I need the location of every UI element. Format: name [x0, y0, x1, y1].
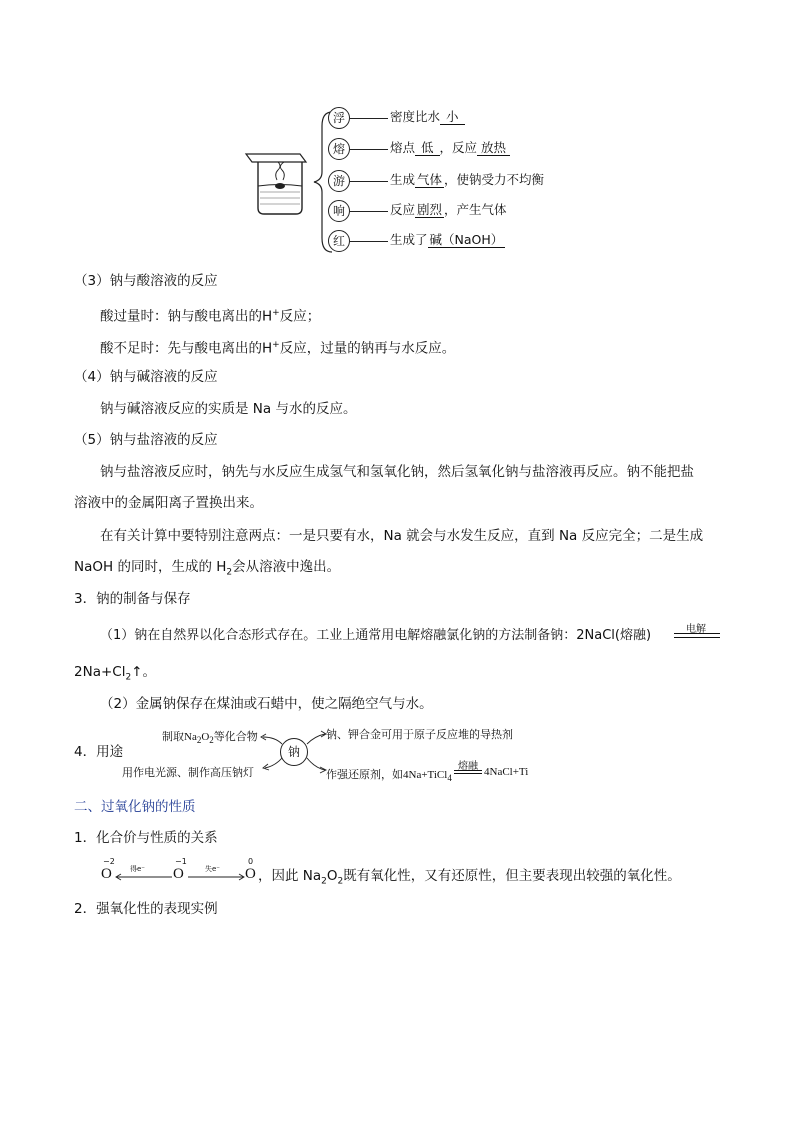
paragraph-salt-2b: [74, 558, 340, 582]
arrow-label-lose: 失e⁻: [205, 865, 221, 873]
subscript: 2: [226, 567, 233, 578]
text: ↑。: [131, 664, 156, 680]
section-heading-base: （4）钠与碱溶液的反应: [74, 369, 218, 385]
feature-text: ，使钠受力不均衡: [444, 172, 545, 187]
connector-line: [350, 211, 388, 212]
section-heading-peroxide: 二、过氧化钠的性质: [74, 799, 196, 815]
subscript: 2: [209, 735, 214, 746]
subscript: 4: [447, 773, 452, 784]
superscript: +: [272, 340, 280, 350]
section-heading-salt: （5）钠与盐溶液的反应: [74, 432, 218, 448]
paragraph-preparation-2: （2）金属钠保存在煤油或石蜡中，使之隔绝空气与水。: [100, 696, 433, 712]
superscript: +: [272, 308, 280, 318]
feature-red: [390, 232, 505, 248]
feature-text: 生成了: [390, 232, 428, 247]
connector-line: [350, 149, 388, 150]
text: 酸过量时：钠与酸电离出的H: [100, 308, 273, 325]
feature-swim: [390, 172, 544, 188]
feature-melt: [390, 140, 510, 156]
heading-uses: 4．用途: [74, 744, 124, 760]
brace-connector: [310, 108, 390, 256]
connector-line: [350, 241, 388, 242]
use-lamps: 用作电光源、制作高压钠灯: [122, 767, 254, 779]
arrow-label-gain: 得e⁻: [130, 865, 146, 873]
text: 2Na+Cl: [74, 664, 126, 680]
subscript: 2: [321, 876, 327, 887]
text: NaOH 的同时，生成的 H: [74, 559, 227, 575]
beaker-illustration: [240, 140, 320, 220]
text: ，因此 Na: [258, 868, 322, 884]
uses-arrows: [255, 728, 335, 778]
feature-float: [390, 109, 465, 125]
subscript: 2: [196, 735, 202, 746]
feature-icon-melt: 熔: [328, 138, 350, 160]
paragraph-salt-2a: 在有关计算中要特别注意两点：一是只要有水，Na 就会与水发生反应，直到 Na 反应完全；二是生成: [100, 528, 704, 544]
text: O: [201, 731, 210, 743]
feature-text: 反应: [390, 202, 416, 217]
section-heading-acid: （3）钠与酸溶液的反应: [74, 273, 218, 289]
feature-blank: 放热: [477, 140, 510, 156]
use-reactor-coolant: 钠、钾合金可用于原子反应堆的导热剂: [326, 729, 513, 741]
feature-icon-sound: 响: [328, 200, 350, 222]
use-reducing-agent-product: 4NaCl+Ti: [484, 766, 529, 778]
equation-product: [74, 663, 156, 687]
feature-blank: 气体: [417, 172, 443, 187]
subscript: 2: [125, 672, 132, 683]
feature-icon-float: 浮: [328, 107, 350, 129]
equals-sign: [674, 633, 720, 638]
use-compounds: [162, 728, 258, 745]
right-arrow-icon: [186, 872, 246, 882]
paragraph-acid-deficient: [100, 336, 455, 358]
equals-sign: [454, 770, 482, 774]
paragraph-salt-1b: 溶液中的金属阳离子置换出来。: [74, 495, 263, 511]
subscript: 2: [337, 876, 344, 887]
paragraph-salt-1a: 钠与盐溶液反应时，钠先与水反应生成氢气和氢氧化钠，然后氢氧化钠与盐溶液再反应。钠不能把盐: [100, 464, 694, 480]
reaction-condition-electrolysis: 电解: [686, 624, 706, 635]
oxygen-symbol: O: [101, 866, 112, 882]
text: 反应，过量的钠再与水反应。: [279, 340, 456, 357]
left-arrow-icon: [114, 872, 174, 882]
feature-blank: 小: [440, 109, 465, 125]
text: 会从溶液中逸出。: [232, 559, 341, 575]
text: O: [326, 868, 338, 884]
valence-zero: 0: [248, 857, 254, 866]
feature-blank: 剧烈: [417, 202, 443, 217]
feature-blank: 低: [415, 140, 440, 156]
feature-text: ，产生气体: [444, 202, 507, 217]
valence-minus-1: −1: [175, 857, 187, 866]
text: 等化合物: [213, 731, 258, 743]
heading-oxidizing-examples: 2．强氧化性的表现实例: [74, 901, 218, 917]
connector-line: [350, 118, 388, 119]
valence-explanation: [258, 867, 681, 891]
valence-minus-2: −2: [103, 857, 115, 866]
feature-icon-swim: 游: [328, 170, 350, 192]
text: 作强还原剂，如4Na+TiCl: [326, 769, 448, 781]
feature-text: 密度比水: [390, 109, 441, 124]
oxygen-symbol: O: [173, 866, 184, 882]
feature-text: 生成: [390, 172, 416, 187]
feature-sound: [390, 202, 507, 218]
sodium-center-node: 钠: [280, 738, 308, 766]
paragraph-acid-excess: [100, 304, 320, 326]
text: 酸不足时：先与酸电离出的H: [100, 340, 273, 357]
connector-line: [350, 181, 388, 182]
feature-blank: 碱（NaOH）: [429, 232, 504, 247]
reaction-condition-melt: 熔融: [458, 761, 478, 772]
text: 制取Na: [162, 731, 197, 743]
text: 反应；: [279, 308, 321, 325]
paragraph-base: 钠与碱溶液反应的实质是 Na 与水的反应。: [100, 401, 357, 417]
use-reducing-agent: [326, 766, 452, 783]
paragraph-preparation-1: （1）钠在自然界以化合态形式存在。工业上通常用电解熔融氯化钠的方法制备钠：2NaCl(熔融): [100, 628, 652, 643]
text: 既有氧化性，又有还原性，但主要表现出较强的氧化性。: [343, 868, 681, 884]
feature-text: ，反应: [439, 140, 478, 155]
heading-preparation: 3．钠的制备与保存: [74, 591, 191, 607]
feature-text: 熔点: [390, 140, 416, 155]
oxygen-symbol: O: [245, 866, 256, 882]
feature-icon-red: 红: [328, 230, 350, 252]
heading-valence: 1．化合价与性质的关系: [74, 830, 218, 846]
